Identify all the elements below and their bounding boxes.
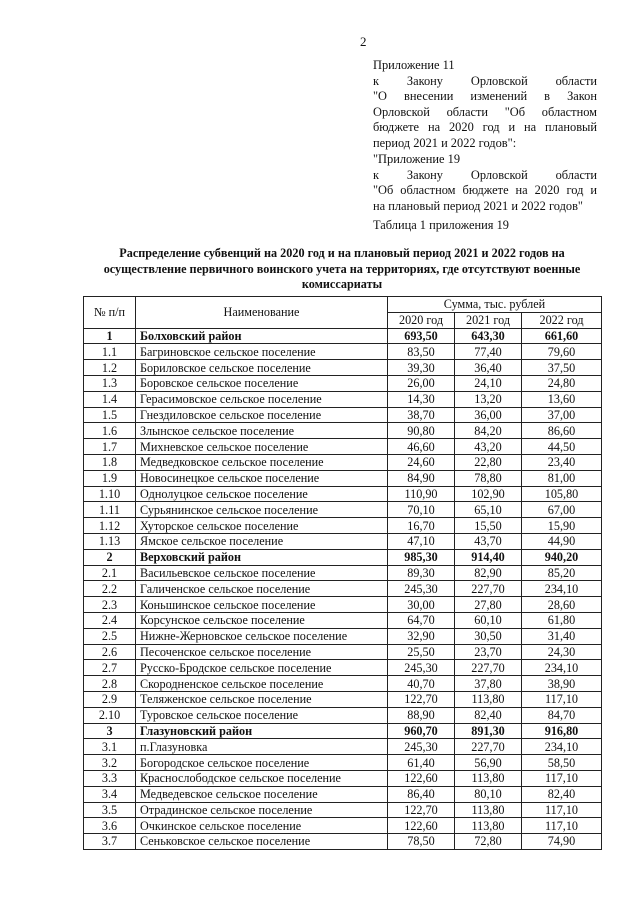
value-2022: 28,60 (522, 597, 602, 613)
value-2021: 227,70 (455, 739, 522, 755)
value-2021: 36,40 (455, 360, 522, 376)
value-2021: 37,80 (455, 676, 522, 692)
row-name: Отрадинское сельское поселение (136, 802, 388, 818)
row-number: 1.6 (84, 423, 136, 439)
row-number: 1.4 (84, 391, 136, 407)
settlement-row (84, 786, 602, 802)
appendix-line: на плановый период 2021 и 2022 годов" (373, 198, 583, 213)
row-name: Богородское сельское поселение (136, 755, 388, 771)
value-2021: 113,80 (455, 818, 522, 834)
row-number: 2.3 (84, 597, 136, 613)
settlement-row (84, 802, 602, 818)
value-2021: 113,80 (455, 802, 522, 818)
row-name: Багриновское сельское поселение (136, 344, 388, 360)
value-2021: 227,70 (455, 660, 522, 676)
row-name: Русско-Бродское сельское поселение (136, 660, 388, 676)
value-2022: 105,80 (522, 486, 602, 502)
settlement-row (84, 739, 602, 755)
row-name: Медведковское сельское поселение (136, 454, 388, 470)
value-2022: 117,10 (522, 818, 602, 834)
value-2020: 122,60 (388, 770, 455, 786)
table-header-row (84, 297, 602, 313)
row-name: п.Глазуновка (136, 739, 388, 755)
row-number: 1.9 (84, 470, 136, 486)
value-2020: 38,70 (388, 407, 455, 423)
row-name: Туровское сельское поселение (136, 707, 388, 723)
appendix-line: "Приложение 19 (373, 152, 461, 166)
settlement-row (84, 707, 602, 723)
value-2022: 44,50 (522, 439, 602, 455)
value-2022: 61,80 (522, 612, 602, 628)
row-name: Краснослободское сельское поселение (136, 770, 388, 786)
value-2022: 58,50 (522, 755, 602, 771)
settlement-row (84, 439, 602, 455)
settlement-row (84, 423, 602, 439)
row-number: 2 (84, 549, 136, 565)
row-number: 2.9 (84, 691, 136, 707)
row-number: 2.8 (84, 676, 136, 692)
row-name: Песоченское сельское поселение (136, 644, 388, 660)
value-2021: 891,30 (455, 723, 522, 739)
settlement-row (84, 565, 602, 581)
value-2022: 23,40 (522, 454, 602, 470)
value-2020: 245,30 (388, 660, 455, 676)
value-2020: 78,50 (388, 834, 455, 850)
value-2020: 24,60 (388, 454, 455, 470)
settlement-row (84, 644, 602, 660)
row-number: 1.2 (84, 360, 136, 376)
settlement-row (84, 486, 602, 502)
table-body (84, 328, 602, 849)
settlement-row (84, 502, 602, 518)
settlement-row (84, 533, 602, 549)
value-2021: 113,80 (455, 691, 522, 707)
value-2022: 117,10 (522, 802, 602, 818)
value-2021: 72,80 (455, 834, 522, 850)
settlement-row (84, 612, 602, 628)
value-2020: 693,50 (388, 328, 455, 344)
row-number: 2.7 (84, 660, 136, 676)
row-number: 1.13 (84, 533, 136, 549)
row-name: Теляженское сельское поселение (136, 691, 388, 707)
row-number: 3.3 (84, 770, 136, 786)
value-2021: 22,80 (455, 454, 522, 470)
value-2021: 914,40 (455, 549, 522, 565)
row-name: Герасимовское сельское поселение (136, 391, 388, 407)
value-2020: 61,40 (388, 755, 455, 771)
value-2022: 85,20 (522, 565, 602, 581)
row-name: Скородненское сельское поселение (136, 676, 388, 692)
row-name: Коньшинское сельское поселение (136, 597, 388, 613)
value-2020: 83,50 (388, 344, 455, 360)
value-2020: 122,60 (388, 818, 455, 834)
appendix-11-header (373, 58, 597, 152)
value-2021: 60,10 (455, 612, 522, 628)
value-2021: 102,90 (455, 486, 522, 502)
settlement-row (84, 454, 602, 470)
value-2020: 47,10 (388, 533, 455, 549)
appendix-line: к Закону Орловской области (373, 167, 597, 182)
value-2022: 37,50 (522, 360, 602, 376)
value-2022: 38,90 (522, 676, 602, 692)
row-name: Хуторское сельское поселение (136, 518, 388, 534)
value-2020: 26,00 (388, 375, 455, 391)
value-2022: 117,10 (522, 770, 602, 786)
value-2020: 110,90 (388, 486, 455, 502)
row-number: 3.5 (84, 802, 136, 818)
value-2020: 84,90 (388, 470, 455, 486)
row-number: 1.3 (84, 375, 136, 391)
row-name: Боровское сельское поселение (136, 375, 388, 391)
row-number: 3.4 (84, 786, 136, 802)
settlement-row (84, 375, 602, 391)
column-header-name: Наименование (136, 297, 388, 329)
value-2021: 56,90 (455, 755, 522, 771)
value-2020: 122,70 (388, 691, 455, 707)
value-2021: 27,80 (455, 597, 522, 613)
appendix-line: "О внесении изменений в Закон (373, 89, 597, 104)
row-number: 2.5 (84, 628, 136, 644)
value-2020: 985,30 (388, 549, 455, 565)
value-2022: 234,10 (522, 739, 602, 755)
row-name: Гнездиловское сельское поселение (136, 407, 388, 423)
row-number: 2.2 (84, 581, 136, 597)
row-number: 1.11 (84, 502, 136, 518)
value-2020: 30,00 (388, 597, 455, 613)
row-number: 1.5 (84, 407, 136, 423)
value-2021: 43,70 (455, 533, 522, 549)
value-2022: 67,00 (522, 502, 602, 518)
value-2021: 77,40 (455, 344, 522, 360)
row-name: Новосинецкое сельское поселение (136, 470, 388, 486)
row-name: Глазуновский район (136, 723, 388, 739)
row-name: Васильевское сельское поселение (136, 565, 388, 581)
column-header-2021: 2021 год (455, 312, 522, 328)
value-2020: 64,70 (388, 612, 455, 628)
row-number: 2.10 (84, 707, 136, 723)
value-2022: 13,60 (522, 391, 602, 407)
value-2020: 40,70 (388, 676, 455, 692)
value-2022: 234,10 (522, 660, 602, 676)
settlement-row (84, 518, 602, 534)
row-number: 1.1 (84, 344, 136, 360)
value-2022: 84,70 (522, 707, 602, 723)
value-2022: 82,40 (522, 786, 602, 802)
value-2022: 86,60 (522, 423, 602, 439)
settlement-row (84, 344, 602, 360)
settlement-row (84, 660, 602, 676)
row-number: 3.6 (84, 818, 136, 834)
value-2020: 32,90 (388, 628, 455, 644)
value-2022: 117,10 (522, 691, 602, 707)
value-2020: 245,30 (388, 581, 455, 597)
value-2021: 82,40 (455, 707, 522, 723)
value-2021: 36,00 (455, 407, 522, 423)
value-2021: 84,20 (455, 423, 522, 439)
value-2021: 113,80 (455, 770, 522, 786)
value-2021: 78,80 (455, 470, 522, 486)
column-header-number: № п/п (84, 297, 136, 329)
value-2021: 227,70 (455, 581, 522, 597)
district-row (84, 723, 602, 739)
settlement-row (84, 470, 602, 486)
value-2020: 25,50 (388, 644, 455, 660)
row-name: Сурьянинское сельское поселение (136, 502, 388, 518)
settlement-row (84, 818, 602, 834)
row-name: Михневское сельское поселение (136, 439, 388, 455)
row-name: Сеньковское сельское поселение (136, 834, 388, 850)
settlement-row (84, 770, 602, 786)
row-name: Верховский район (136, 549, 388, 565)
row-number: 3.7 (84, 834, 136, 850)
document-title: Распределение субвенций на 2020 год и на плановый период 2021 и 2022 годов на осуществление первичного воинского учета на территориях, где отсутствуют военные комиссариаты (103, 246, 581, 291)
settlement-row (84, 628, 602, 644)
row-name: Нижне-Жерновское сельское поселение (136, 628, 388, 644)
settlement-row (84, 755, 602, 771)
value-2020: 16,70 (388, 518, 455, 534)
value-2021: 82,90 (455, 565, 522, 581)
row-number: 3 (84, 723, 136, 739)
appendix-line: Приложение 11 (373, 58, 455, 72)
appendix-line: период 2021 и 2022 годов": (373, 135, 517, 150)
value-2022: 234,10 (522, 581, 602, 597)
row-number: 1.7 (84, 439, 136, 455)
row-name: Медведевское сельское поселение (136, 786, 388, 802)
value-2022: 31,40 (522, 628, 602, 644)
district-row (84, 328, 602, 344)
value-2021: 30,50 (455, 628, 522, 644)
value-2022: 44,90 (522, 533, 602, 549)
column-header-2022: 2022 год (522, 312, 602, 328)
value-2021: 13,20 (455, 391, 522, 407)
value-2021: 80,10 (455, 786, 522, 802)
row-number: 1.12 (84, 518, 136, 534)
value-2020: 960,70 (388, 723, 455, 739)
appendix-line: к Закону Орловской области (373, 73, 597, 88)
row-name: Бориловское сельское поселение (136, 360, 388, 376)
row-name: Однолуцкое сельское поселение (136, 486, 388, 502)
settlement-row (84, 597, 602, 613)
value-2020: 88,90 (388, 707, 455, 723)
value-2020: 70,10 (388, 502, 455, 518)
column-header-sum: Сумма, тыс. рублей (388, 297, 602, 313)
row-number: 1.8 (84, 454, 136, 470)
value-2022: 916,80 (522, 723, 602, 739)
value-2022: 661,60 (522, 328, 602, 344)
value-2021: 23,70 (455, 644, 522, 660)
value-2022: 15,90 (522, 518, 602, 534)
page-number: 2 (360, 34, 367, 49)
appendix-line: "Об областном бюджете на 2020 год и (373, 183, 597, 198)
settlement-row (84, 407, 602, 423)
row-name: Корсунское сельское поселение (136, 612, 388, 628)
settlement-row (84, 691, 602, 707)
value-2021: 15,50 (455, 518, 522, 534)
value-2021: 65,10 (455, 502, 522, 518)
row-number: 2.1 (84, 565, 136, 581)
value-2022: 37,00 (522, 407, 602, 423)
row-number: 1.10 (84, 486, 136, 502)
value-2022: 79,60 (522, 344, 602, 360)
row-number: 1 (84, 328, 136, 344)
appendix-19-header (373, 152, 597, 214)
row-number: 2.4 (84, 612, 136, 628)
district-row (84, 549, 602, 565)
row-number: 3.2 (84, 755, 136, 771)
value-2021: 43,20 (455, 439, 522, 455)
settlement-row (84, 676, 602, 692)
table-caption: Таблица 1 приложения 19 (373, 218, 509, 232)
settlement-row (84, 360, 602, 376)
row-name: Злынское сельское поселение (136, 423, 388, 439)
row-name: Галиченское сельское поселение (136, 581, 388, 597)
value-2021: 24,10 (455, 375, 522, 391)
row-name: Болховский район (136, 328, 388, 344)
row-name: Очкинское сельское поселение (136, 818, 388, 834)
row-number: 3.1 (84, 739, 136, 755)
value-2022: 24,30 (522, 644, 602, 660)
value-2020: 90,80 (388, 423, 455, 439)
value-2020: 14,30 (388, 391, 455, 407)
value-2022: 81,00 (522, 470, 602, 486)
value-2022: 940,20 (522, 549, 602, 565)
value-2022: 24,80 (522, 375, 602, 391)
value-2020: 245,30 (388, 739, 455, 755)
value-2021: 643,30 (455, 328, 522, 344)
value-2020: 46,60 (388, 439, 455, 455)
value-2020: 122,70 (388, 802, 455, 818)
settlement-row (84, 834, 602, 850)
value-2022: 74,90 (522, 834, 602, 850)
value-2020: 89,30 (388, 565, 455, 581)
appendix-line: бюджете на 2020 год и на плановый (373, 120, 597, 135)
subventions-table (83, 296, 602, 850)
row-name: Ямское сельское поселение (136, 533, 388, 549)
settlement-row (84, 391, 602, 407)
column-header-2020: 2020 год (388, 312, 455, 328)
row-number: 2.6 (84, 644, 136, 660)
value-2020: 86,40 (388, 786, 455, 802)
value-2020: 39,30 (388, 360, 455, 376)
settlement-row (84, 581, 602, 597)
appendix-line: Орловской области "Об областном (373, 104, 597, 119)
